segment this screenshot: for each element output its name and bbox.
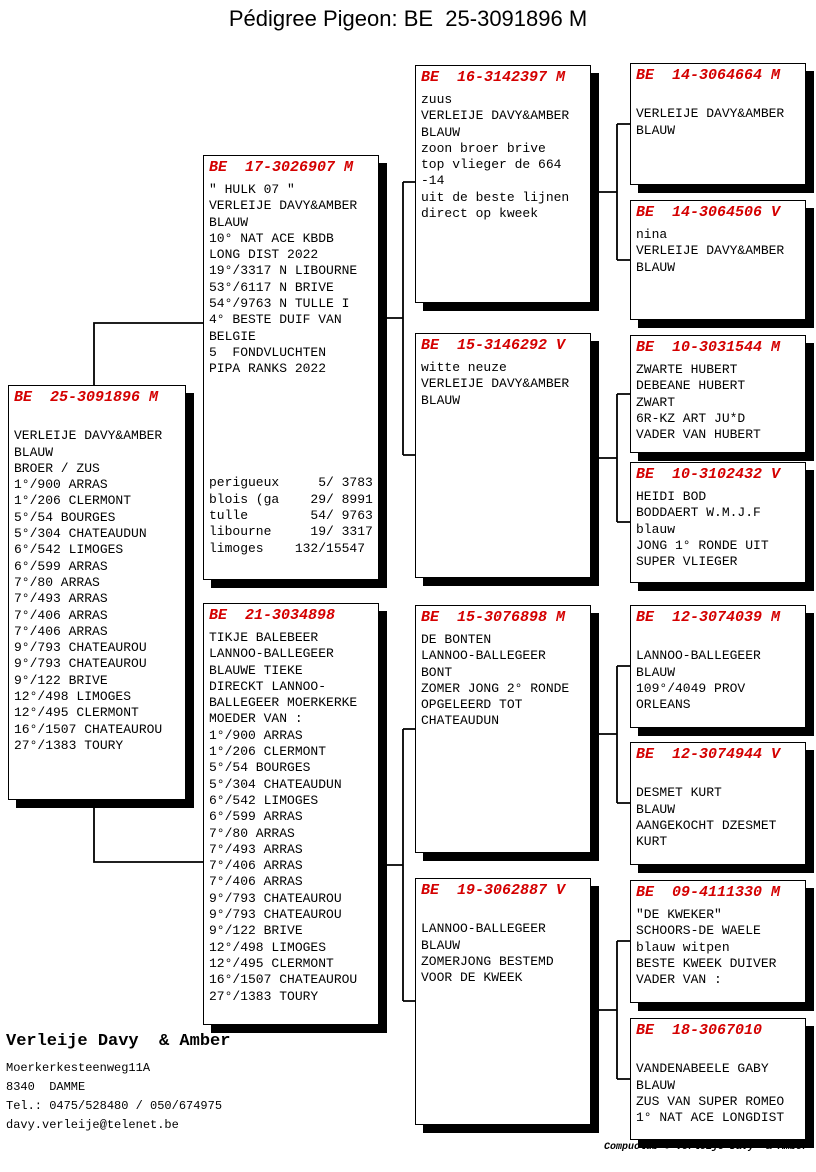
pedigree-box-dam (203, 603, 379, 1025)
pedigree-line: blauw witpen (636, 939, 730, 955)
pedigree-line: zuus (421, 92, 453, 107)
pedigree-line: 27°/1383 TOURY (14, 737, 124, 753)
pedigree-line: 7°/493 ARRAS (209, 841, 303, 857)
pedigree-line: 19°/3317 N LIBOURNE (209, 263, 358, 279)
pedigree-box-sire-dam-sire (630, 335, 806, 453)
pedigree-line: ZWARTE HUBERT (636, 362, 738, 377)
pedigree-lines (421, 632, 585, 730)
pedigree-lines (636, 362, 800, 443)
pedigree-lines (421, 92, 585, 222)
pedigree-line: ZOMER JONG 2° RONDE (421, 680, 570, 696)
pedigree-line: VANDENABEELE GABY (636, 1061, 769, 1077)
pedigree-line: HEIDI BOD (636, 489, 707, 504)
pedigree-lines (636, 489, 800, 570)
pedigree-line: 16°/1507 CHATEAUROU (209, 972, 358, 988)
pedigree-line: 12°/498 LIMOGES (14, 689, 132, 705)
pedigree-line: 12°/495 CLERMONT (209, 955, 334, 971)
pedigree-line: witte neuze (421, 360, 507, 375)
pedigree-line: AANGEKOCHT DZESMET (636, 817, 777, 833)
owner-city: 8340 DAMME (6, 1080, 86, 1094)
pedigree-line: 1°/900 ARRAS (209, 727, 303, 743)
pedigree-line: VOOR DE KWEEK (421, 970, 523, 986)
owner-phone: Tel.: 0475/528480 / 050/674975 (6, 1099, 223, 1113)
pedigree-line: VERLEIJE DAVY&AMBER (421, 376, 570, 392)
pedigree-box-dam-dam-dam (630, 1018, 806, 1140)
pedigree-line: 7°/406 ARRAS (14, 623, 108, 639)
pedigree-line: BLAUW (636, 122, 676, 138)
pedigree-box-sire-sire-dam (630, 200, 806, 320)
pedigree-line: 7°/80 ARRAS (209, 825, 295, 841)
pedigree-line: 1°/900 ARRAS (14, 477, 108, 493)
pedigree-line: VERLEIJE DAVY&AMBER (421, 108, 570, 124)
pedigree-box-sire (203, 155, 379, 580)
pedigree-line (14, 412, 180, 428)
pedigree-line: BLAUW (636, 259, 676, 275)
pedigree-line: VERLEIJE DAVY&AMBER (636, 106, 785, 122)
ring-number: BE 19-3062887 V (421, 882, 566, 899)
pedigree-line: 1° NAT ACE LONGDIST (636, 1110, 785, 1126)
pedigree-line: 16°/1507 CHATEAUROU (14, 721, 163, 737)
pedigree-line: 6°/542 LIMOGES (209, 792, 319, 808)
ring-number: BE 17-3026907 M (209, 159, 354, 176)
pedigree-lines (636, 90, 800, 139)
pedigree-line: 9°/793 CHATEAUROU (209, 907, 342, 923)
pedigree-line: SCHOORS-DE WAELE (636, 923, 761, 939)
pedigree-line: BLAUW (636, 1077, 676, 1093)
owner-email: davy.verleije@telenet.be (6, 1118, 179, 1132)
pedigree-line: DESMET KURT (636, 785, 722, 801)
pedigree-lines (421, 360, 585, 409)
pedigree-lines (636, 632, 800, 713)
pedigree-line: ORLEANS (636, 697, 691, 713)
pedigree-line (636, 632, 800, 648)
pedigree-line: 5°/304 CHATEAUDUN (14, 526, 147, 542)
pedigree-line: direct op kweek (421, 206, 539, 222)
pedigree-line: DIRECKT LANNOO- (209, 678, 327, 694)
pedigree-line: DE BONTEN (421, 632, 492, 647)
pedigree-box-sire-sire-sire (630, 63, 806, 185)
pedigree-line: blois (ga 29/ 8991 (209, 491, 373, 507)
pedigree-line: 53°/6117 N BRIVE (209, 279, 334, 295)
pedigree-line: BLAUWE TIEKE (209, 662, 303, 678)
ring-number: BE 21-3034898 (209, 607, 336, 624)
pedigree-line: OPGELEERD TOT (421, 697, 523, 713)
pedigree-line: zoon broer brive (421, 140, 546, 156)
pedigree-box-dam-sire-dam (630, 742, 806, 865)
pedigree-line (209, 410, 373, 426)
pedigree-line: BLAUW (421, 937, 461, 953)
pedigree-line: 6°/599 ARRAS (209, 809, 303, 825)
pedigree-line: 1°/206 CLERMONT (14, 493, 132, 509)
pedigree-line: 4° BESTE DUIF VAN (209, 312, 342, 328)
pedigree-line: BLAUW (421, 124, 461, 140)
pedigree-line: tulle 54/ 9763 (209, 507, 373, 523)
pedigree-line: LANNOO-BALLEGEER (209, 646, 334, 662)
pedigree-line: 5°/54 BOURGES (209, 760, 311, 776)
pedigree-lines (636, 1045, 800, 1126)
pedigree-line: perigueux 5/ 3783 (209, 475, 373, 491)
pedigree-box-dam-sire-sire (630, 605, 806, 728)
pedigree-line: MOEDER VAN : (209, 711, 303, 727)
pedigree-line: ZUS VAN SUPER ROMEO (636, 1093, 785, 1109)
pedigree-line: "DE KWEKER" (636, 907, 722, 922)
pedigree-line: VADER VAN : (636, 972, 722, 988)
pedigree-line: 10° NAT ACE KBDB (209, 230, 334, 246)
pedigree-line: BLAUW (14, 444, 54, 460)
compuclub-credit: Compuclub © Verleije Davy & Amber (603, 1142, 808, 1153)
ring-number: BE 15-3146292 V (421, 337, 566, 354)
pedigree-line: BODDAERT W.M.J.F (636, 505, 761, 521)
pedigree-line: BROER / ZUS (14, 460, 100, 476)
pedigree-line: uit de beste lijnen (421, 189, 570, 205)
pedigree-line: limoges 132/15547 (209, 540, 366, 556)
ring-number: BE 15-3076898 M (421, 609, 566, 626)
ring-number: BE 14-3064664 M (636, 67, 781, 84)
pedigree-line: BLAUW (636, 664, 676, 680)
pedigree-line: JONG 1° RONDE UIT (636, 537, 769, 553)
pedigree-line: -14 (421, 173, 445, 189)
pedigree-line: 6°/542 LIMOGES (14, 542, 124, 558)
pedigree-line: DEBEANE HUBERT (636, 378, 746, 394)
pedigree-line: 7°/493 ARRAS (14, 591, 108, 607)
ring-number: BE 14-3064506 V (636, 204, 781, 221)
pedigree-line (209, 459, 373, 475)
ring-number: BE 09-4111330 M (636, 884, 781, 901)
pedigree-line (636, 90, 800, 106)
pedigree-line: 9°/122 BRIVE (209, 923, 303, 939)
pedigree-line: VERLEIJE DAVY&AMBER (636, 243, 785, 259)
pedigree-line: 5 FONDVLUCHTEN (209, 344, 327, 360)
pedigree-line: 9°/122 BRIVE (14, 672, 108, 688)
pedigree-line: BALLEGEER MOERKERKE (209, 695, 358, 711)
pedigree-line: 7°/406 ARRAS (209, 874, 303, 890)
pedigree-line: " HULK 07 " (209, 182, 295, 197)
pedigree-box-dam-dam-sire (630, 880, 806, 1003)
pedigree-line: blauw (636, 521, 676, 537)
pedigree-line: ZWART (636, 394, 676, 410)
pedigree-box-sire-dam-dam (630, 462, 806, 583)
pedigree-line: 9°/793 CHATEAUROU (14, 640, 147, 656)
owner-address: Moerkerkesteenweg11A (6, 1061, 151, 1075)
pedigree-lines (209, 182, 373, 557)
pedigree-line: libourne 19/ 3317 (209, 524, 373, 540)
pedigree-line: CHATEAUDUN (421, 713, 500, 729)
pedigree-box-sire-sire (415, 65, 591, 303)
ring-number: BE 12-3074039 M (636, 609, 781, 626)
pedigree-line: BLAUW (421, 392, 461, 408)
pedigree-line: BONT (421, 664, 453, 680)
pedigree-line: KURT (636, 834, 668, 850)
pedigree-line: VADER VAN HUBERT (636, 427, 761, 443)
pedigree-line: nina (636, 227, 668, 242)
ring-number: BE 25-3091896 M (14, 389, 159, 406)
pedigree-line: 9°/793 CHATEAUROU (209, 890, 342, 906)
ring-number: BE 10-3031544 M (636, 339, 781, 356)
pedigree-box-sire-dam (415, 333, 591, 578)
pedigree-line: 6R-KZ ART JU*D (636, 410, 746, 426)
pedigree-line: top vlieger de 664 (421, 157, 562, 173)
pedigree-line (209, 394, 373, 410)
ring-number: BE 12-3074944 V (636, 746, 781, 763)
pedigree-lines (636, 907, 800, 988)
pedigree-line: 7°/406 ARRAS (209, 858, 303, 874)
pedigree-line: 5°/304 CHATEAUDUN (209, 776, 342, 792)
pedigree-lines (636, 769, 800, 850)
pedigree-line: 1°/206 CLERMONT (209, 744, 327, 760)
pedigree-line: LANNOO-BALLEGEER (421, 648, 546, 664)
pedigree-line: 109°/4049 PROV (636, 680, 746, 696)
pedigree-line (209, 378, 373, 394)
pedigree-line (636, 1045, 800, 1061)
pedigree-line (209, 443, 373, 459)
pedigree-line: 12°/495 CLERMONT (14, 705, 139, 721)
owner-name: Verleije Davy & Amber (6, 1032, 231, 1051)
pedigree-line: BLAUW (636, 801, 676, 817)
pedigree-line (209, 426, 373, 442)
pedigree-line: BELGIE (209, 328, 256, 344)
pedigree-lines (209, 630, 373, 1005)
pedigree-line: 12°/498 LIMOGES (209, 939, 327, 955)
pedigree-line: 5°/54 BOURGES (14, 509, 116, 525)
pedigree-line (636, 769, 800, 785)
pedigree-line: 27°/1383 TOURY (209, 988, 319, 1004)
pedigree-box-subject (8, 385, 186, 800)
pedigree-line: TIKJE BALEBEER (209, 630, 319, 645)
pedigree-box-dam-dam (415, 878, 591, 1125)
pedigree-line: 9°/793 CHATEAUROU (14, 656, 147, 672)
pedigree-line: SUPER VLIEGER (636, 554, 738, 570)
pedigree-lines (14, 412, 180, 754)
ring-number: BE 16-3142397 M (421, 69, 566, 86)
pedigree-line (421, 905, 585, 921)
owner-info-block (6, 1032, 230, 1135)
pedigree-line: LANNOO-BALLEGEER (421, 921, 546, 937)
pedigree-line: 7°/406 ARRAS (14, 607, 108, 623)
pedigree-line: VERLEIJE DAVY&AMBER (14, 428, 163, 444)
pedigree-line: ZOMERJONG BESTEMD (421, 953, 554, 969)
pedigree-box-dam-sire (415, 605, 591, 853)
ring-number: BE 18-3067010 (636, 1022, 763, 1039)
pedigree-line: VERLEIJE DAVY&AMBER (209, 198, 358, 214)
pedigree-line: 54°/9763 N TULLE I (209, 296, 350, 312)
pedigree-line: BESTE KWEEK DUIVER (636, 955, 777, 971)
pedigree-lines (421, 905, 585, 986)
pedigree-line: LANNOO-BALLEGEER (636, 648, 761, 664)
pedigree-line: 7°/80 ARRAS (14, 574, 100, 590)
pedigree-line: PIPA RANKS 2022 (209, 361, 327, 377)
pedigree-line: 6°/599 ARRAS (14, 558, 108, 574)
page-title: Pédigree Pigeon: BE 25-3091896 M (228, 6, 588, 31)
pedigree-lines (636, 227, 800, 276)
ring-number: BE 10-3102432 V (636, 466, 781, 483)
pedigree-line: BLAUW (209, 214, 249, 230)
pedigree-line: LONG DIST 2022 (209, 247, 319, 263)
